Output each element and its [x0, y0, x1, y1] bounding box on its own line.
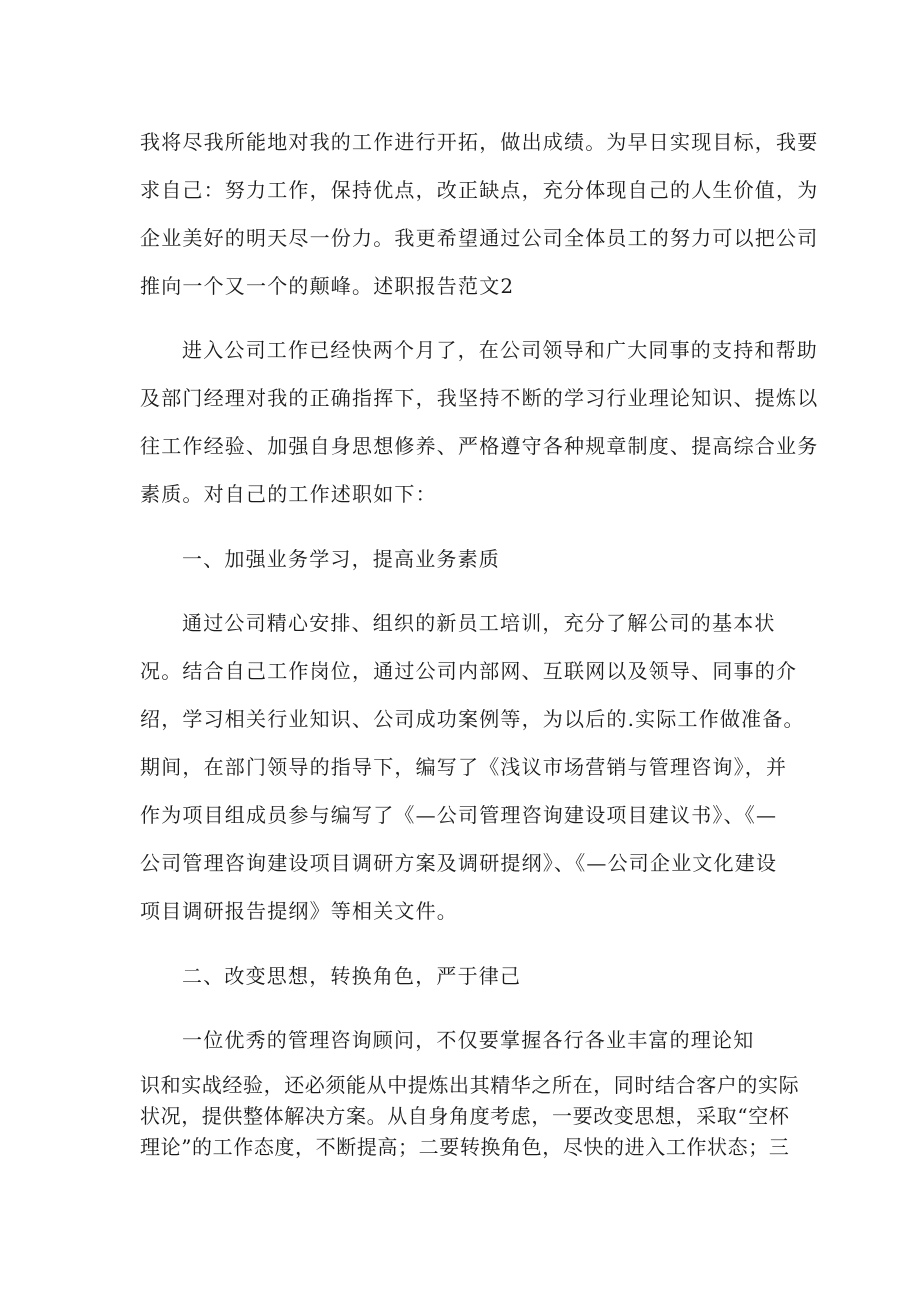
paragraph-4-line-1: 一位优秀的管理咨询顾问，不仅要掌握各行各业丰富的理论知 [182, 1028, 755, 1052]
paragraph-3-line-2: 况。结合自己工作岗位，通过公司内部网、互联网以及领导、同事的介 [140, 659, 798, 683]
paragraph-2-line-2: 及部门经理对我的正确指挥下，我坚持不断的学习行业理论知识、提炼以 [140, 386, 819, 410]
paragraph-3-line-7: 项目调研报告提纲》等相关文件。 [140, 899, 458, 923]
paragraph-3-line-5: 作为项目组成员参与编写了《—公司管理咨询建设项目建议书》、《— [140, 803, 778, 827]
paragraph-3-line-4: 期间，在部门领导的指导下，编写了《浅议市场营销与管理咨询》，并 [140, 755, 788, 779]
paragraph-4-line-2: 识和实战经验，还必须能从中提炼出其精华之所在，同时结合客户的实际 [140, 1073, 800, 1097]
paragraph-2-line-3: 往工作经验、加强自身思想修养、严格遵守各种规章制度、提高综合业务 [140, 434, 819, 458]
paragraph-4-line-3: 状况，提供整体解决方案。从自身角度考虑，一要改变思想，采取“空杯 [140, 1104, 790, 1128]
paragraph-3-line-3: 绍，学习相关行业知识、公司成功案例等，为以后的.实际工作做准备。 [140, 707, 805, 731]
paragraph-3-line-6: 公司管理咨询建设项目调研方案及调研提纲》、《—公司企业文化建设 [140, 851, 778, 875]
section-heading-2: 二、改变思想，转换角色，严于律己 [182, 964, 522, 988]
paragraph-3-line-1: 通过公司精心安排、组织的新员工培训，充分了解公司的基本状 [182, 611, 776, 635]
paragraph-4-line-4: 理论”的工作态度，不断提高；二要转换角色，尽快的进入工作状态；三 [140, 1135, 790, 1159]
section-heading-1: 一、加强业务学习，提高业务素质 [182, 547, 500, 571]
paragraph-2-line-4: 素质。对自己的工作述职如下： [140, 482, 437, 506]
paragraph-2-line-1: 进入公司工作已经快两个月了，在公司领导和广大同事的支持和帮助 [182, 338, 818, 362]
paragraph-1-line-3: 企业美好的明天尽一份力。我更希望通过公司全体员工的努力可以把公司 [140, 226, 819, 250]
paragraph-1-line-2: 求自己：努力工作，保持优点，改正缺点，充分体现自己的人生价值，为 [140, 178, 819, 202]
paragraph-1-line-4: 推向一个又一个的颠峰。述职报告范文2 [140, 274, 515, 298]
paragraph-1-line-1: 我将尽我所能地对我的工作进行开拓，做出成绩。为早日实现目标，我要 [140, 130, 819, 154]
